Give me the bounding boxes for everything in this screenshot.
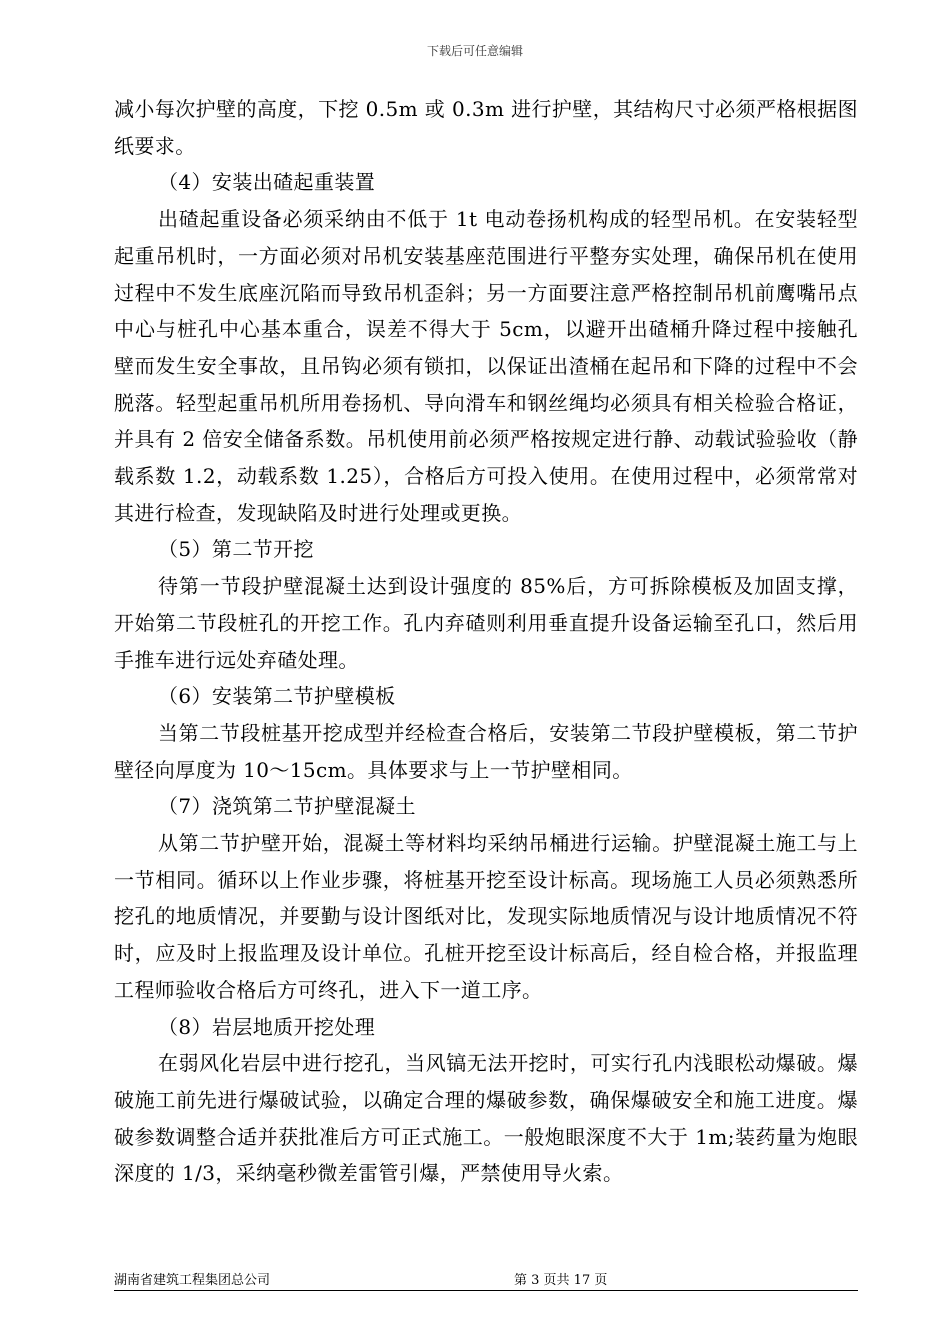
section-heading-7: （7）浇筑第二节护壁混凝土 bbox=[158, 794, 416, 819]
paragraph-second-formwork: 当第二节段桩基开挖成型并经检查合格后，安装第二节段护壁模板，第二节护壁径向厚度为 10～15cm。具体要求与上一节护壁相同。 bbox=[114, 720, 858, 782]
footer-company-name: 湖南省建筑工程集团总公司 bbox=[114, 1273, 271, 1288]
section-heading-6: （6）安装第二节护壁模板 bbox=[158, 684, 396, 709]
paragraph-second-concrete: 从第二节护壁开始，混凝土等材料均采纳吊桶进行运输。护壁混凝土施工与上一节相同。循环以上作业步骤，将桩基开挖至设计标高。现场施工人员必须熟悉所挖孔的地质情况，并要勤与设计图纸对比，发现实际地质情况与设计地质情况不符时，应及时上报监理及设计单位。孔桩开挖至设计标高后，经自检合格，并报监理工程师验收合格后方可终孔，进入下一道工序。 bbox=[114, 831, 858, 1002]
page-footer bbox=[114, 1268, 858, 1291]
footer-page-number: 第 3 页共 17 页 bbox=[514, 1273, 608, 1288]
paragraph-hoist-installation: 出碴起重设备必须采纳由不低于 1t 电动卷扬机构成的轻型吊机。在安装轻型起重吊机时，一方面必须对吊机安装基座范围进行平整夯实处理，确保吊机在使用过程中不发生底座沉陷而导致吊机歪斜；另一方面要注意严格控制吊机前鹰嘴吊点中心与桩孔中心基本重合，误差不得大于 5cm，以避开出碴桶升降过程中接触孔壁而发生安全事故，且吊钩必须有锁扣，以保证出渣桶在起吊和下降的过程中不会脱落。轻型起重吊机所用卷扬机、导向滑车和钢丝绳均必须具有相关检验合格证，并具有 2 倍安全储备系数。吊机使用前必须严格按规定进行静、动载试验验收（静载系数 1.2，动载系数 1.25），合格后方可投入使用。在使用过程中，必须常常对其进行检查，发现缺陷及时进行处理或更换。 bbox=[114, 207, 858, 525]
section-heading-5: （5）第二节开挖 bbox=[158, 537, 314, 562]
section-heading-4: （4）安装出碴起重装置 bbox=[158, 170, 376, 195]
paragraph-second-excavation: 待第一节段护壁混凝土达到设计强度的 85%后，方可拆除模板及加固支撑，开始第二节段桩孔的开挖工作。孔内弃碴则利用垂直提升设备运输至孔口，然后用手推车进行远处弃碴处理。 bbox=[114, 574, 858, 672]
page-header-note: 下载后可任意编辑 bbox=[426, 44, 523, 58]
paragraph-rock-excavation: 在弱风化岩层中进行挖孔，当风镐无法开挖时，可实行孔内浅眼松动爆破。爆破施工前先进行爆破试验，以确定合理的爆破参数，确保爆破安全和施工进度。爆破参数调整合适并获批准后方可正式施工。一般炮眼深度不大于 1m;装药量为炮眼深度的 1/3，采纳毫秒微差雷管引爆，严禁使用导火索。 bbox=[114, 1051, 859, 1186]
section-heading-8: （8）岩层地质开挖处理 bbox=[158, 1014, 376, 1039]
document-body bbox=[114, 91, 858, 1192]
paragraph-continuation: 减小每次护壁的高度，下挖 0.5m 或 0.3m 进行护壁，其结构尺寸必须严格根据图纸要求。 bbox=[114, 97, 858, 158]
